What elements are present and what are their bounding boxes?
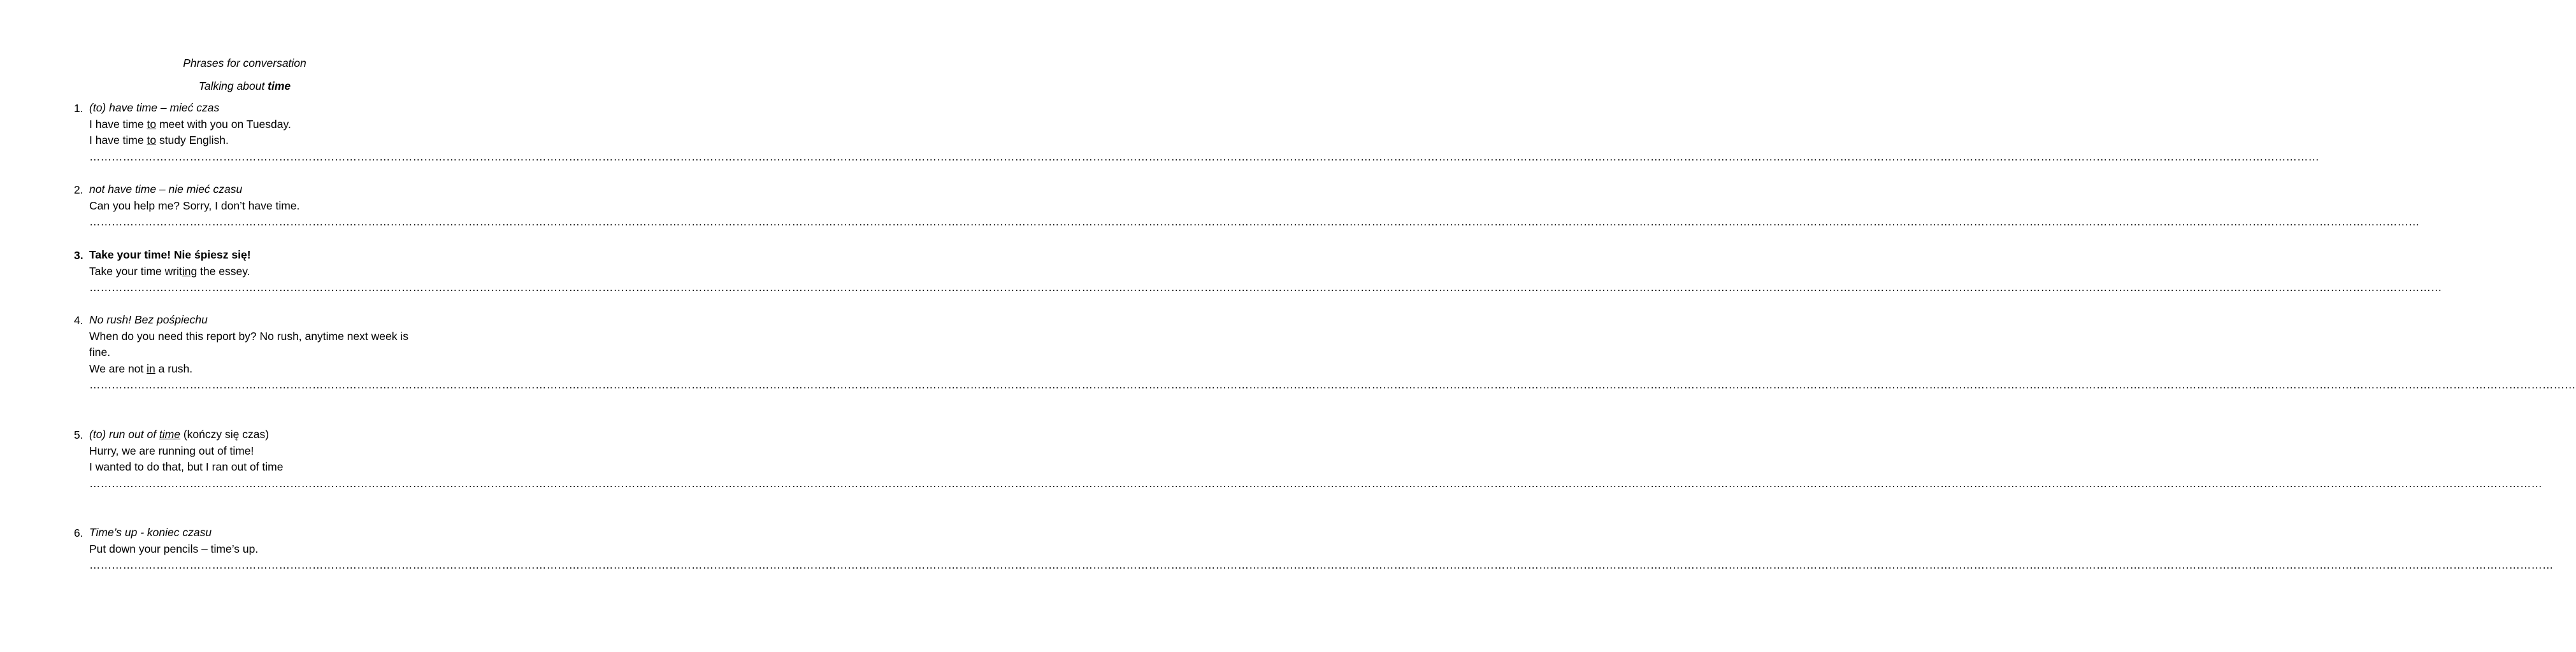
item-heading: not have time – nie mieć czasu [89, 183, 243, 195]
item-heading: Time’s up - koniec czasu [89, 526, 212, 539]
item-number: 1. [74, 102, 83, 115]
dotted-answer-line: ………………………………………………………………………………………………………………………………………………………………………………………………………………………………………………………………………………………………………………………………………………………………………………………………………………………………………………………………………………………………………………………………………………………………………………………………………………… [89, 378, 2576, 391]
subtitle-text: Talking about [198, 80, 268, 92]
dotted-answer-line: …………………………………………………………………………………………………………………………………………………………………………………………………………………………………………………………………………………………………………………………………………………………………………………………………………………………………………………………………………………………………………………………………………………… [89, 150, 2319, 163]
underlined-word: to [147, 117, 157, 131]
item-body [89, 525, 2554, 574]
document-subtitle [0, 78, 489, 94]
item-body [89, 100, 2319, 165]
underlined-word: in [147, 362, 155, 375]
example-sentence: Put down your pencils – time’s up. [89, 542, 259, 555]
item-number: 6. [74, 527, 83, 539]
item-body [89, 312, 2576, 393]
example-sentence [89, 361, 427, 378]
underlined-word: time [159, 428, 180, 441]
document-title: Phrases for conversation [183, 57, 306, 69]
sentence-text: I have time [89, 117, 147, 131]
sentence-text: study English. [156, 134, 229, 146]
example-sentence: I wanted to do that, but I ran out of time [89, 460, 284, 473]
item-body [89, 181, 2420, 230]
example-sentence [89, 264, 427, 280]
item-heading: Take your time! Nie śpiesz się! [89, 248, 251, 261]
example-sentence [89, 117, 427, 133]
item-number: 4. [74, 314, 83, 327]
subtitle-emphasis: time [268, 80, 291, 92]
item-body [89, 247, 2442, 296]
sentence-text: a rush. [155, 362, 193, 375]
item-number: 2. [74, 183, 83, 196]
dotted-answer-line: ………………………………………………………………………………………………………………………………………………………………………………………………………………………………………………………………………………………………………………………………………………………………………………………………………………………………………………………………………………………………………………………………………………………………………………………………………… [89, 476, 2542, 490]
sentence-text: I have time [89, 134, 147, 146]
underlined-word: to [147, 134, 157, 146]
item-heading: No rush! Bez pośpiechu [89, 313, 208, 326]
sentence-text: Take your time writ [89, 264, 182, 278]
item-body [89, 427, 2542, 492]
item-number: 5. [74, 429, 83, 441]
example-sentence [89, 132, 427, 149]
item-number: 3. [74, 249, 83, 262]
sentence-text: We are not [89, 362, 147, 375]
heading-translation: (kończy się czas) [180, 428, 270, 441]
item-heading: (to) have time – mieć czas [89, 101, 220, 114]
dotted-answer-line: …………………………………………………………………………………………………………………………………………………………………………………………………………………………………………………………………………………………………………………………………………………………………………………………………………………………………………………………………………………………………………………………………………………………………………………………………………… [89, 558, 2554, 571]
dotted-answer-line: …………………………………………………………………………………………………………………………………………………………………………………………………………………………………………………………………………………………………………………………………………………………………………………………………………………………………………………………………………………………………………………………………………………………………………… [89, 215, 2420, 228]
item-heading [89, 427, 427, 443]
sentence-text: the essey. [197, 264, 250, 278]
sentence-text: meet with you on Tuesday. [156, 117, 291, 131]
example-sentence: Hurry, we are running out of time! [89, 444, 254, 457]
dotted-answer-line: ………………………………………………………………………………………………………………………………………………………………………………………………………………………………………………………………………………………………………………………………………………………………………………………………………………………………………………………………………………………………………………………………………………………………………………… [89, 281, 2442, 294]
underlined-word: ing [182, 264, 198, 278]
example-sentence: When do you need this report by? No rush, anytime next week is fine. [89, 329, 408, 358]
example-sentence: Can you help me? Sorry, I don’t have time. [89, 199, 300, 212]
heading-text: (to) run out of [89, 428, 159, 441]
